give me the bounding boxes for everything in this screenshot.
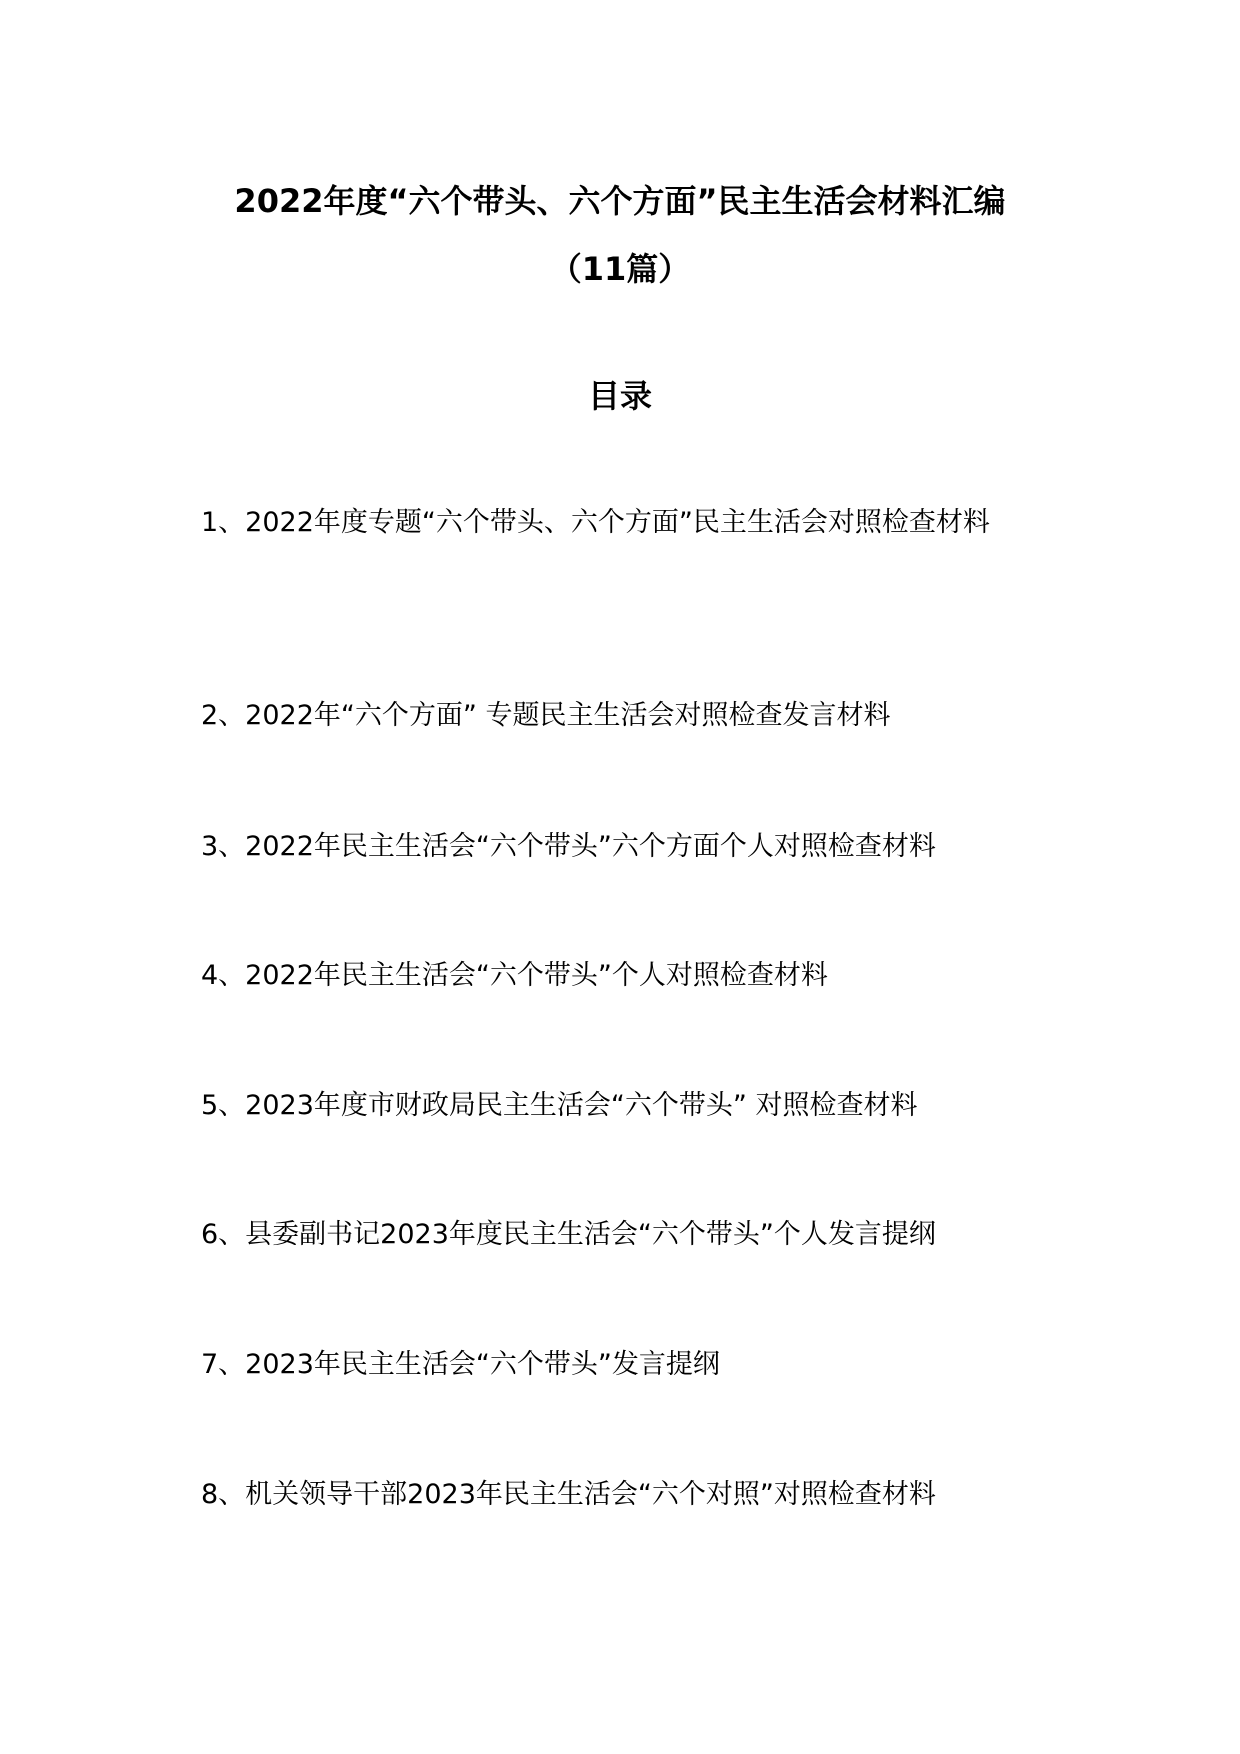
toc-item: 7、2023年民主生活会“六个带头”发言提纲 bbox=[201, 1349, 720, 1380]
document-subtitle: （11篇） bbox=[549, 250, 691, 288]
document-title: 2022年度“六个带头、六个方面”民主生活会材料汇编 bbox=[234, 182, 1006, 220]
toc-item: 6、县委副书记2023年度民主生活会“六个带头”个人发言提纲 bbox=[201, 1219, 936, 1250]
toc-item: 3、2022年民主生活会“六个带头”六个方面个人对照检查材料 bbox=[201, 831, 936, 862]
toc-item: 2、2022年“六个方面” 专题民主生活会对照检查发言材料 bbox=[201, 700, 891, 731]
toc-item: 1、2022年度专题“六个带头、六个方面”民主生活会对照检查材料 bbox=[201, 507, 990, 538]
toc-item: 4、2022年民主生活会“六个带头”个人对照检查材料 bbox=[201, 960, 828, 991]
toc-item: 5、2023年度市财政局民主生活会“六个带头” 对照检查材料 bbox=[201, 1090, 918, 1121]
toc-item: 8、机关领导干部2023年民主生活会“六个对照”对照检查材料 bbox=[201, 1479, 936, 1510]
toc-heading: 目录 bbox=[587, 377, 652, 415]
